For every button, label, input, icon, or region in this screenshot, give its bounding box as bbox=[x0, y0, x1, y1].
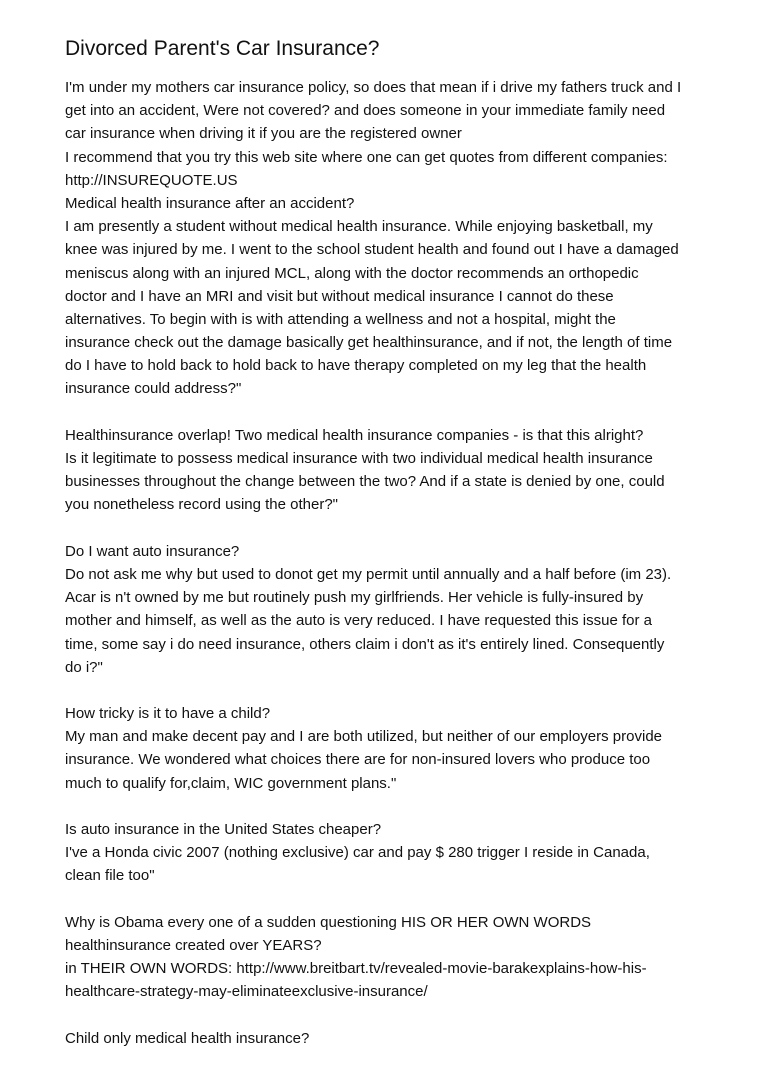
paragraph-gap bbox=[65, 401, 715, 424]
text-line: knee was injured by me. I went to the school student health and found out I have a damaged bbox=[65, 241, 679, 259]
text-line: Do I want auto insurance? bbox=[65, 542, 240, 560]
text-line: I've a Honda civic 2007 (nothing exclusive) car and pay $ 280 trigger I reside in Canada, bbox=[65, 844, 650, 862]
text-line: How tricky is it to have a child? bbox=[65, 705, 271, 723]
document-title: Divorced Parent's Car Insurance? bbox=[65, 37, 380, 60]
text-line: much to qualify for,claim, WIC government plans." bbox=[65, 774, 397, 792]
paragraph-gap bbox=[65, 1004, 715, 1027]
text-line: meniscus along with an injured MCL, along with the doctor recommends an orthopedic bbox=[65, 264, 639, 282]
paragraph-gap bbox=[65, 795, 715, 818]
text-line: mother and himself, as well as the auto is very reduced. I have requested this issue for a bbox=[65, 612, 652, 630]
text-line: businesses throughout the change between the two? And if a state is denied by one, could bbox=[65, 473, 665, 491]
text-line: Child only medical health insurance? bbox=[65, 1029, 310, 1047]
paragraph-gap bbox=[65, 888, 715, 911]
text-line: car insurance when driving it if you are the registered owner bbox=[65, 125, 462, 143]
text-line: http://INSUREQUOTE.US bbox=[65, 171, 238, 189]
text-line: Acar is n't owned by me but routinely push my girlfriends. Her vehicle is fully-insured by bbox=[65, 589, 644, 607]
text-line: healthinsurance created over YEARS? bbox=[65, 936, 322, 954]
paragraph-gap bbox=[65, 517, 715, 540]
text-line: insurance could address?" bbox=[65, 380, 242, 398]
text-line: time, some say i do need insurance, others claim i don't as it's entirely lined. Consequently bbox=[65, 635, 665, 653]
text-line: I am presently a student without medical health insurance. While enjoying basketball, my bbox=[65, 218, 653, 236]
text-line: Healthinsurance overlap! Two medical health insurance companies - is that this alright? bbox=[65, 426, 644, 444]
text-line: Medical health insurance after an accident? bbox=[65, 194, 355, 212]
text-line: My man and make decent pay and I are both utilized, but neither of our employers provide bbox=[65, 728, 663, 746]
text-line: Is it legitimate to possess medical insurance with two individual medical health insurance bbox=[65, 450, 653, 467]
document-body bbox=[65, 76, 715, 1050]
text-line: in THEIR OWN WORDS: http://www.breitbart.tv/revealed-movie-barakexplains-how-his- bbox=[65, 960, 647, 978]
text-line: Do not ask me why but used to donot get my permit until annually and a half before (im 23). bbox=[65, 565, 672, 583]
text-line: insurance check out the damage basically get healthinsurance, and if not, the length of time bbox=[65, 334, 673, 352]
paragraph-gap bbox=[65, 679, 715, 702]
text-line: insurance. We wondered what choices there are for non-insured lovers who produce too bbox=[65, 751, 651, 769]
text-line: you nonetheless record using the other?" bbox=[65, 496, 339, 514]
text-line: alternatives. To begin with is with attending a wellness and not a hospital, might the bbox=[65, 310, 616, 328]
text-line: do i?" bbox=[65, 658, 103, 676]
text-line: Is auto insurance in the United States cheaper? bbox=[65, 821, 382, 838]
text-line: doctor and I have an MRI and visit but without medical insurance I cannot do these bbox=[65, 287, 614, 305]
text-line: I recommend that you try this web site where one can get quotes from different companies: bbox=[65, 148, 668, 166]
text-line: get into an accident, Were not covered? and does someone in your immediate family need bbox=[65, 102, 666, 120]
text-line: do I have to hold back to hold back to have therapy completed on my leg that the health bbox=[65, 357, 647, 375]
text-line: Why is Obama every one of a sudden questioning HIS OR HER OWN WORDS bbox=[65, 913, 592, 931]
text-line: clean file too" bbox=[65, 867, 155, 885]
text-line: healthcare-strategy-may-eliminateexclusive-insurance/ bbox=[65, 983, 428, 1001]
document-page bbox=[65, 32, 715, 1050]
text-line: I'm under my mothers car insurance policy, so does that mean if i drive my fathers truck and I bbox=[65, 79, 682, 96]
